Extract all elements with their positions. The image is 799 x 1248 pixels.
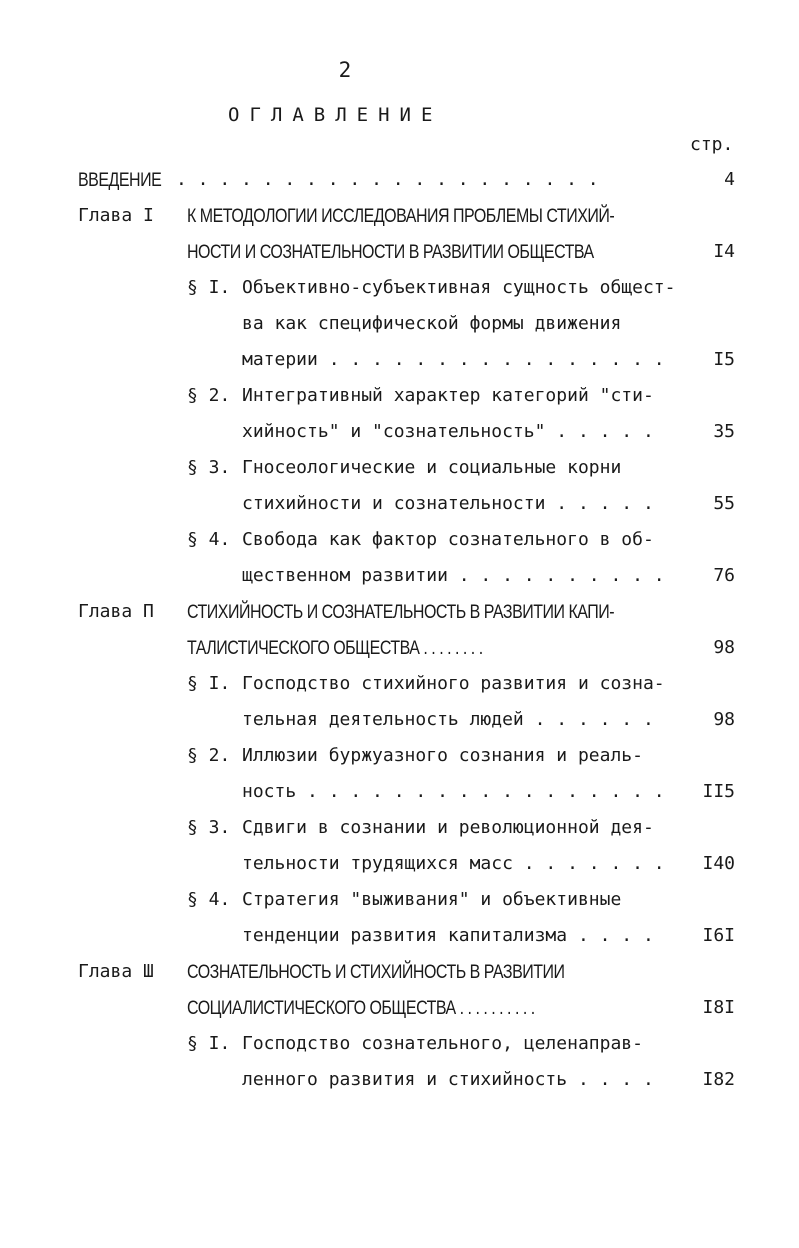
chapter1-title-line2: НОСТИ И СОЗНАТЕЛЬНОСТИ В РАЗВИТИИ ОБЩЕСТВА — [187, 241, 594, 263]
chapter1-page: I4 — [713, 241, 735, 262]
chapter1-section1-line3: материи . . . . . . . . . . . . . . . . — [242, 349, 665, 370]
chapter1-section2-line2: хийность" и "сознательность" . . . . . — [242, 421, 654, 442]
chapter3-title-line2: СОЦИАЛИСТИЧЕСКОГО ОБЩЕСТВА . . . . . . . . . . — [187, 997, 535, 1019]
chapter1-section4-line2: щественном развитии . . . . . . . . . . — [242, 565, 665, 586]
chapter2-page: 98 — [713, 637, 735, 658]
chapter2-section2-page: II5 — [702, 781, 735, 802]
toc-intro-dots: . . . . . . . . . . . . . . . . . . . . — [176, 169, 599, 190]
chapter1-title-line1: К МЕТОДОЛОГИИ ИССЛЕДОВАНИЯ ПРОБЛЕМЫ СТИХИЙ- — [187, 205, 615, 227]
chapter1-label: Глава I — [78, 205, 154, 226]
chapter1-section1-line2: ва как специфической формы движения — [242, 313, 622, 334]
chapter1-section3-line1: Гносеологические и социальные корни — [242, 457, 622, 478]
chapter2-section4-line2: тенденции развития капитализма . . . . — [242, 925, 654, 946]
chapter1-section4-line1: Свобода как фактор сознательного в об- — [242, 529, 654, 550]
chapter2-section1-line2: тельная деятельность людей . . . . . . — [242, 709, 654, 730]
chapter1-section4-page: 76 — [713, 565, 735, 586]
chapter1-section3-number: § 3. — [187, 457, 231, 478]
chapter2-section1-page: 98 — [713, 709, 735, 730]
chapter1-section3-line2: стихийности и сознательности . . . . . — [242, 493, 654, 514]
toc-entry-intro — [78, 162, 180, 198]
chapter2-section2-line1: Иллюзии буржуазного сознания и реаль- — [242, 745, 643, 766]
chapter3-label: Глава Ш — [78, 961, 154, 982]
chapter1-section1-page: I5 — [713, 349, 735, 370]
chapter3-section1-line2: ленного развития и стихийность . . . . — [242, 1069, 654, 1090]
chapter3-title-line1: СОЗНАТЕЛЬНОСТЬ И СТИХИЙНОСТЬ В РАЗВИТИИ — [187, 961, 565, 983]
chapter2-section3-page: I40 — [702, 853, 735, 874]
chapter1-section2-page: 35 — [713, 421, 735, 442]
chapter3-section1-number: § I. — [187, 1033, 231, 1054]
chapter1-section4-number: § 4. — [187, 529, 231, 550]
chapter2-section3-line1: Сдвиги в сознании и революционной дея- — [242, 817, 654, 838]
chapter2-section3-number: § 3. — [187, 817, 231, 838]
page-column-label: стр. — [690, 134, 734, 155]
chapter2-section2-number: § 2. — [187, 745, 231, 766]
chapter2-section2-line2: ность . . . . . . . . . . . . . . . . . — [242, 781, 665, 802]
chapter1-section3-page: 55 — [713, 493, 735, 514]
chapter2-section1-line1: Господство стихийного развития и созна- — [242, 673, 665, 694]
chapter2-section1-number: § I. — [187, 673, 231, 694]
chapter2-section4-line1: Стратегия "выживания" и объективные — [242, 889, 622, 910]
chapter2-section4-number: § 4. — [187, 889, 231, 910]
chapter2-section3-line2: тельности трудящихся масс . . . . . . . — [242, 853, 665, 874]
chapter3-page: I8I — [702, 997, 735, 1018]
chapter1-section1-line1: Объективно-субъективная сущность общест- — [242, 277, 676, 298]
page-number: 2 — [338, 58, 352, 82]
chapter2-title-line1: СТИХИЙНОСТЬ И СОЗНАТЕЛЬНОСТЬ В РАЗВИТИИ КАПИ- — [187, 601, 615, 623]
chapter1-section2-line1: Интегративный характер категорий "сти- — [242, 385, 654, 406]
chapter1-section1-number: § I. — [187, 277, 231, 298]
toc-intro-page: 4 — [724, 169, 735, 190]
chapter3-section1-page: I82 — [702, 1069, 735, 1090]
chapter3-section1-line1: Господство сознательного, целенаправ- — [242, 1033, 643, 1054]
chapter1-section2-number: § 2. — [187, 385, 231, 406]
chapter2-title-line2: ТАЛИСТИЧЕСКОГО ОБЩЕСТВА . . . . . . . . — [187, 637, 483, 659]
page-title: ОГЛАВЛЕНИЕ — [228, 104, 443, 126]
chapter2-section4-page: I6I — [702, 925, 735, 946]
toc-intro-label: ВВЕДЕНИЕ — [78, 169, 162, 191]
chapter2-label: Глава П — [78, 601, 154, 622]
